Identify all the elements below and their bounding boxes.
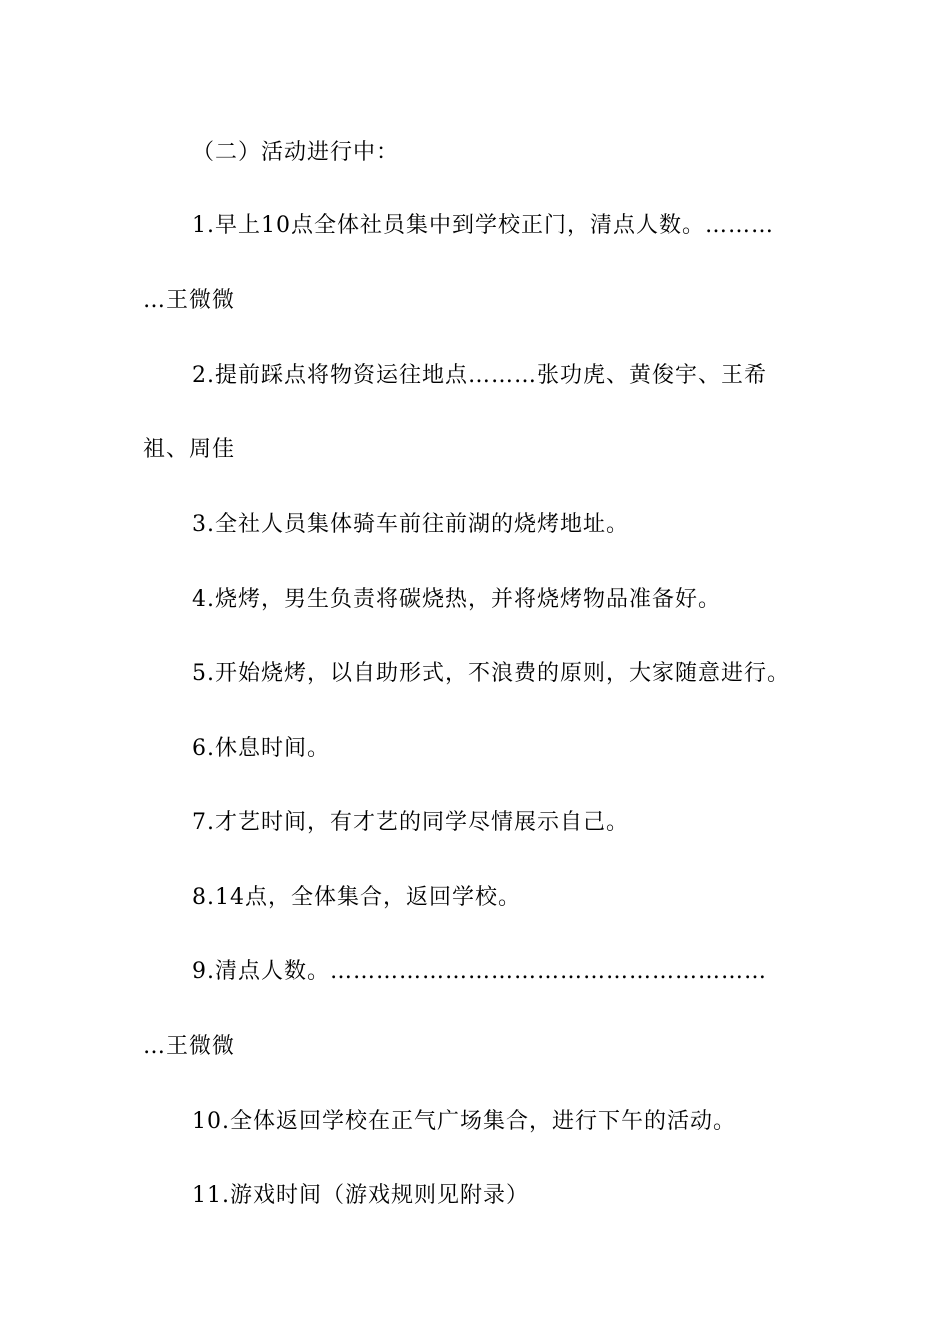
- paragraph-line: 4.烧烤，男生负责将碳烧热，并将烧烤物品准备好。: [192, 587, 721, 612]
- paragraph-line: 2.提前踩点将物资运往地点………张功虎、黄俊宇、王希: [192, 363, 767, 388]
- paragraph-line: 6.休息时间。: [192, 736, 330, 761]
- paragraph-line: 5.开始烧烤，以自助形式，不浪费的原则，大家随意进行。: [192, 661, 790, 686]
- paragraph-line: 9.清点人数。…………………………………………………: [192, 959, 767, 984]
- paragraph-line: 祖、周佳: [143, 437, 236, 462]
- paragraph-line: …王微微: [143, 288, 236, 313]
- paragraph-line: …王微微: [143, 1034, 236, 1059]
- paragraph-line: 1.早上10点全体社员集中到学校正门，清点人数。………: [192, 213, 774, 238]
- paragraph-line: 8.14点，全体集合，返回学校。: [192, 885, 521, 910]
- paragraph-line: 3.全社人员集体骑车前往前湖的烧烤地址。: [192, 512, 629, 537]
- section-heading: （二）活动进行中：: [192, 140, 400, 165]
- paragraph-line: 7.才艺时间，有才艺的同学尽情展示自己。: [192, 810, 629, 835]
- paragraph-line: 10.全体返回学校在正气广场集合，进行下午的活动。: [192, 1109, 736, 1134]
- paragraph-line: 11.游戏时间（游戏规则见附录）: [192, 1183, 529, 1208]
